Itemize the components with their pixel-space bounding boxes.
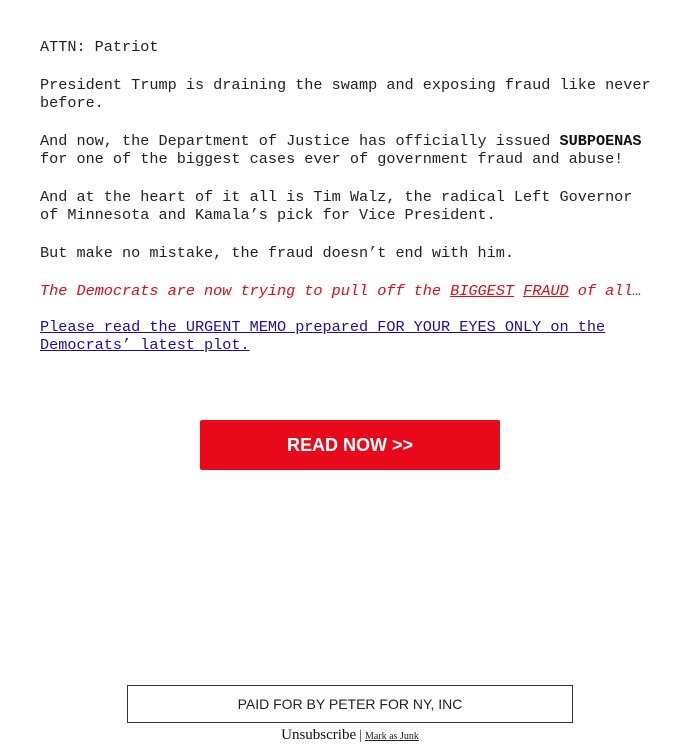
para2-post: for one of the biggest cases ever of government fraud and abuse! [40,150,624,168]
urgent-memo-link[interactable]: Please read the URGENT MEMO prepared FOR YOUR EYES ONLY on the Democrats’ latest plot. [40,318,606,354]
footer-separator: | [359,728,362,743]
paragraph-trump: President Trump is draining the swamp and exposing fraud like never before. [40,76,651,112]
subpoenas-bold: SUBPOENAS [559,132,642,150]
read-now-button[interactable]: READ NOW >> [200,420,500,470]
para5-pre: The Democrats are now trying to pull off the [40,282,451,300]
footer-links [0,726,700,744]
email-body [40,38,655,354]
mark-as-junk-link[interactable]: Mark as Junk [364,731,419,742]
para2-pre: And now, the Department of Justice has officially issued [40,132,560,150]
paragraph-fraud-warning [40,282,655,300]
fraud-underlined: FRAUD [523,282,569,300]
greeting: ATTN: Patriot [40,38,159,56]
paragraph-mistake: But make no mistake, the fraud doesn’t end with him. [40,244,514,262]
paragraph-walz: And at the heart of it all is Tim Walz, the radical Left Governor of Minnesota and Kamala’s pick for Vice President. [40,188,633,224]
para5-mid [514,282,523,300]
biggest-underlined: BIGGEST [450,282,514,300]
unsubscribe-link[interactable]: Unsubscribe [281,727,357,743]
paragraph-subpoenas [40,132,655,168]
cta-container [200,420,500,470]
paid-for-text: PAID FOR BY PETER FOR NY, INC [237,696,463,712]
paid-for-disclaimer [127,685,573,723]
para5-post: of all… [568,282,642,300]
